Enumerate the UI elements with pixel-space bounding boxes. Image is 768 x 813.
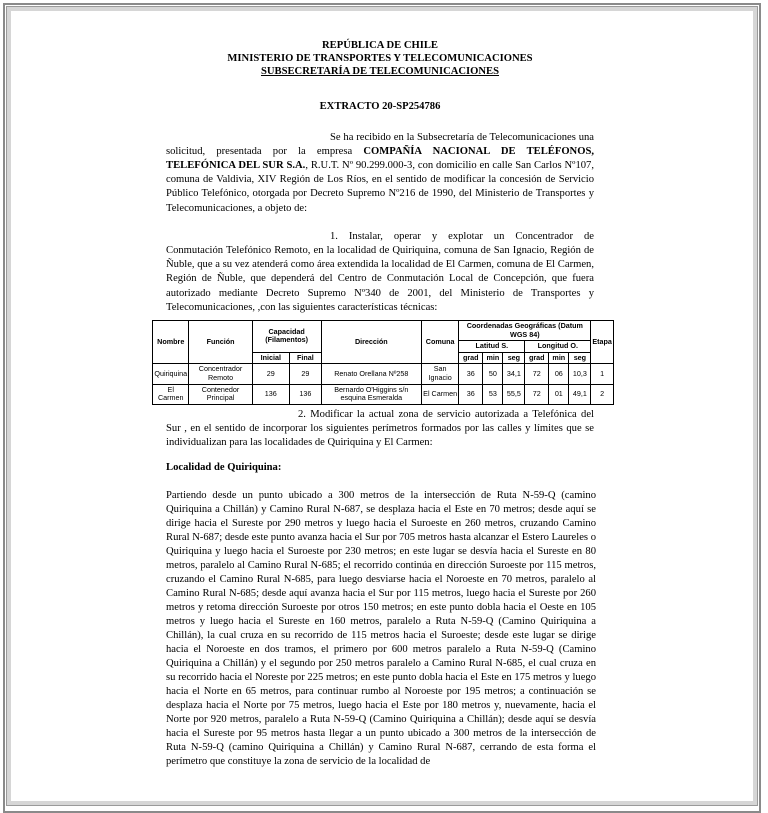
cell-funcion: Concentrador Remoto	[189, 364, 252, 384]
cell-direccion: Renato Orellana Nº258	[321, 364, 421, 384]
cell-lon-seg: 10,3	[569, 364, 591, 384]
col-final-header: Final	[290, 352, 322, 364]
col-latitud-header: Latitud S.	[459, 341, 525, 353]
cell-lon-min: 06	[549, 364, 569, 384]
table-row	[153, 384, 614, 404]
cell-lon-seg: 49,1	[569, 384, 591, 404]
col-direccion-header: Dirección	[321, 321, 421, 364]
paragraph-1-lead: Se ha recibido en la Subsecretaría de Telecomunicaciones	[330, 131, 576, 143]
cell-lat-grad: 36	[459, 384, 483, 404]
cell-lon-grad: 72	[525, 384, 549, 404]
cell-lon-grad: 72	[525, 364, 549, 384]
paragraph-2	[166, 230, 594, 315]
cell-lon-min: 01	[549, 384, 569, 404]
col-coordenadas-header: Coordenadas Geográficas (Datum WGS 84)	[459, 321, 591, 341]
cell-final: 29	[290, 364, 322, 384]
paragraph-2-lead: 1. Instalar, operar y explotar un Concentrador de	[330, 230, 594, 242]
cell-lat-grad: 36	[459, 364, 483, 384]
col-funcion-header: Función	[189, 321, 252, 364]
paragraph-2-body: Conmutación Telefónico Remoto, en la localidad de Quiriquina, comuna de San Ignacio, Región de Ñuble, que a su vez atenderá como área extendida la localidad de El Carmen, comuna de El Carmen, Región de Ñuble, que dependerá del Centro de Conmutación Local de Concepción, que fuera autorizado mediante Decreto Supremo Nº340 de 2001, del Ministerio de Transportes y Telecomunicaciones, ,con las siguientes características técnicas:	[166, 245, 594, 313]
cell-funcion: Contenedor Principal	[189, 384, 252, 404]
paragraph-3-lead: 2. Modificar la actual zona de servicio autorizada a	[298, 409, 529, 420]
cell-inicial: 29	[252, 364, 289, 384]
col-lon-min-header: min	[549, 352, 569, 364]
locality-title: Localidad de Quiriquina:	[166, 462, 282, 473]
cell-direccion: Bernardo O'Higgins s/n esquina Esmeralda	[321, 384, 421, 404]
header-line-1: REPÚBLICA DE CHILE	[322, 40, 438, 51]
cell-nombre: El Carmen	[153, 384, 189, 404]
cell-lat-min: 50	[483, 364, 503, 384]
cell-etapa: 2	[591, 384, 614, 404]
cell-nombre: Quiriquina	[153, 364, 189, 384]
col-lon-seg-header: seg	[569, 352, 591, 364]
cell-inicial: 136	[252, 384, 289, 404]
col-capacidad-header: Capacidad (Filamentos)	[252, 321, 321, 353]
document-title: EXTRACTO 20-SP254786	[319, 101, 441, 113]
table-row	[153, 364, 614, 384]
cell-etapa: 1	[591, 364, 614, 384]
col-comuna-header: Comuna	[421, 321, 458, 364]
col-longitud-header: Longitud O.	[525, 341, 591, 353]
col-lat-min-header: min	[483, 352, 503, 364]
company-name: COMPAÑÍA NACIONAL DE TELÉFONOS, TELEFÓNICA DEL SUR S.A.	[166, 145, 594, 171]
perimeter-description: Partiendo desde un punto ubicado a 300 metros de la intersección de Ruta N-59-Q (camino Quiriquina a Chillán) y Camino Rural N-687, se desplaza hacia el Este en 70 metros; desde aquí se dirige hacia el Sureste por 290 metros y luego hacia el Suroeste en 260 metros, cruzando Camino Rural N-687; desde este punto avanza hacia el Sur por 705 metros hasta alcanzar el Estero Laureles o Quiriquina y luego hacia el Suroeste por 230 metros; en este lugar se desvía hacia el Sureste en 80 metros, paralelo al Camino Rural N-685; el recorrido continúa en dirección Suroeste por 115 metros, cruzando el Camino Rural N-685, para luego desviarse hacia el Noroeste en 70 metros, paralelo al Camino Rural N-685; desde aquí avanza hacia el Sur por 115 metros, luego hacia el Sureste por 260 metros y retoma dirección Suroeste por otros 150 metros; en este punto dobla hacia el Oeste en 105 metros y luego hacia el Sureste en 160 metros, paralelo a Ruta N-59-Q (Camino Quiriquina a Chillán), la cual cruza en su recorrido de 115 metros hacia el Suroeste; desde este lugar se dirige hacia el Noroeste en dos tramos, el primero por 600 metros paralelo a Ruta N-59-Q (Camino Quiriquina a Chillán) y el segundo por 250 metros paralelo a Camino Rural N-685, el cual cruza en su recorrido hacia el Noreste por 225 metros; en este punto dobla hacia el Este en 175 metros y luego hacia el Norte en 65 metros, para continuar rumbo al Noroeste por 195 metros; a continuación se desplaza hacia el Norte por 75 metros, luego hacia el Este por 180 metros y, nuevamente, hacia el Norte por 920 metros, paralelo a Ruta N-59-Q (Camino Quiriquina a Chillán); desde aquí se desvía hacia el Sureste por 95 metros hasta llegar a un punto ubicado a 300 metros de la intersección de Ruta N-59-Q (camino Quiriquina a Chillán) y Camino Rural N-687, cerrando de esta forma el perímetro que constituye la zona de servicio de la localidad de	[166, 490, 596, 767]
col-etapa-header: Etapa	[591, 321, 614, 364]
document-header	[166, 40, 594, 78]
col-lat-seg-header: seg	[503, 352, 525, 364]
cell-lat-min: 53	[483, 384, 503, 404]
paragraph-3-wrap	[166, 408, 594, 451]
cell-lat-seg: 34,1	[503, 364, 525, 384]
paragraph-3	[166, 408, 594, 451]
document-page	[166, 40, 594, 315]
col-lon-grad-header: grad	[525, 352, 549, 364]
header-line-2: MINISTERIO DE TRANSPORTES Y TELECOMUNICACIONES	[227, 52, 533, 64]
cell-final: 136	[290, 384, 322, 404]
cell-comuna: San Ignacio	[421, 364, 458, 384]
col-nombre-header: Nombre	[153, 321, 189, 364]
paragraph-1-pre: una solicitud, presentada por la empresa	[166, 131, 594, 157]
col-lat-grad-header: grad	[459, 352, 483, 364]
cell-lat-seg: 55,5	[503, 384, 525, 404]
technical-table	[152, 320, 614, 405]
paragraph-1-post: , R.U.T. Nº 90.299.000-3, con domicilio en calle San Carlos Nº107, comuna de Valdivia, XIV Región de Los Ríos, en el sentido de modificar la concesión de Servicio Público Telefónico, otorgada por Decreto Supremo Nº216 de 1990, del Ministerio de Transportes y Telecomunicaciones, a objeto de:	[166, 160, 594, 214]
header-line-3: SUBSECRETARÍA DE TELECOMUNICACIONES	[260, 65, 500, 77]
col-inicial-header: Inicial	[252, 352, 289, 364]
cell-comuna: El Carmen	[421, 384, 458, 404]
paragraph-3-body: Telefónica del Sur , en el sentido de incorporar los siguientes perímetros formados por las calles y límites que se individualizan para las localidades de Quiriquina y El Carmen:	[166, 409, 594, 449]
paragraph-1	[166, 131, 594, 216]
